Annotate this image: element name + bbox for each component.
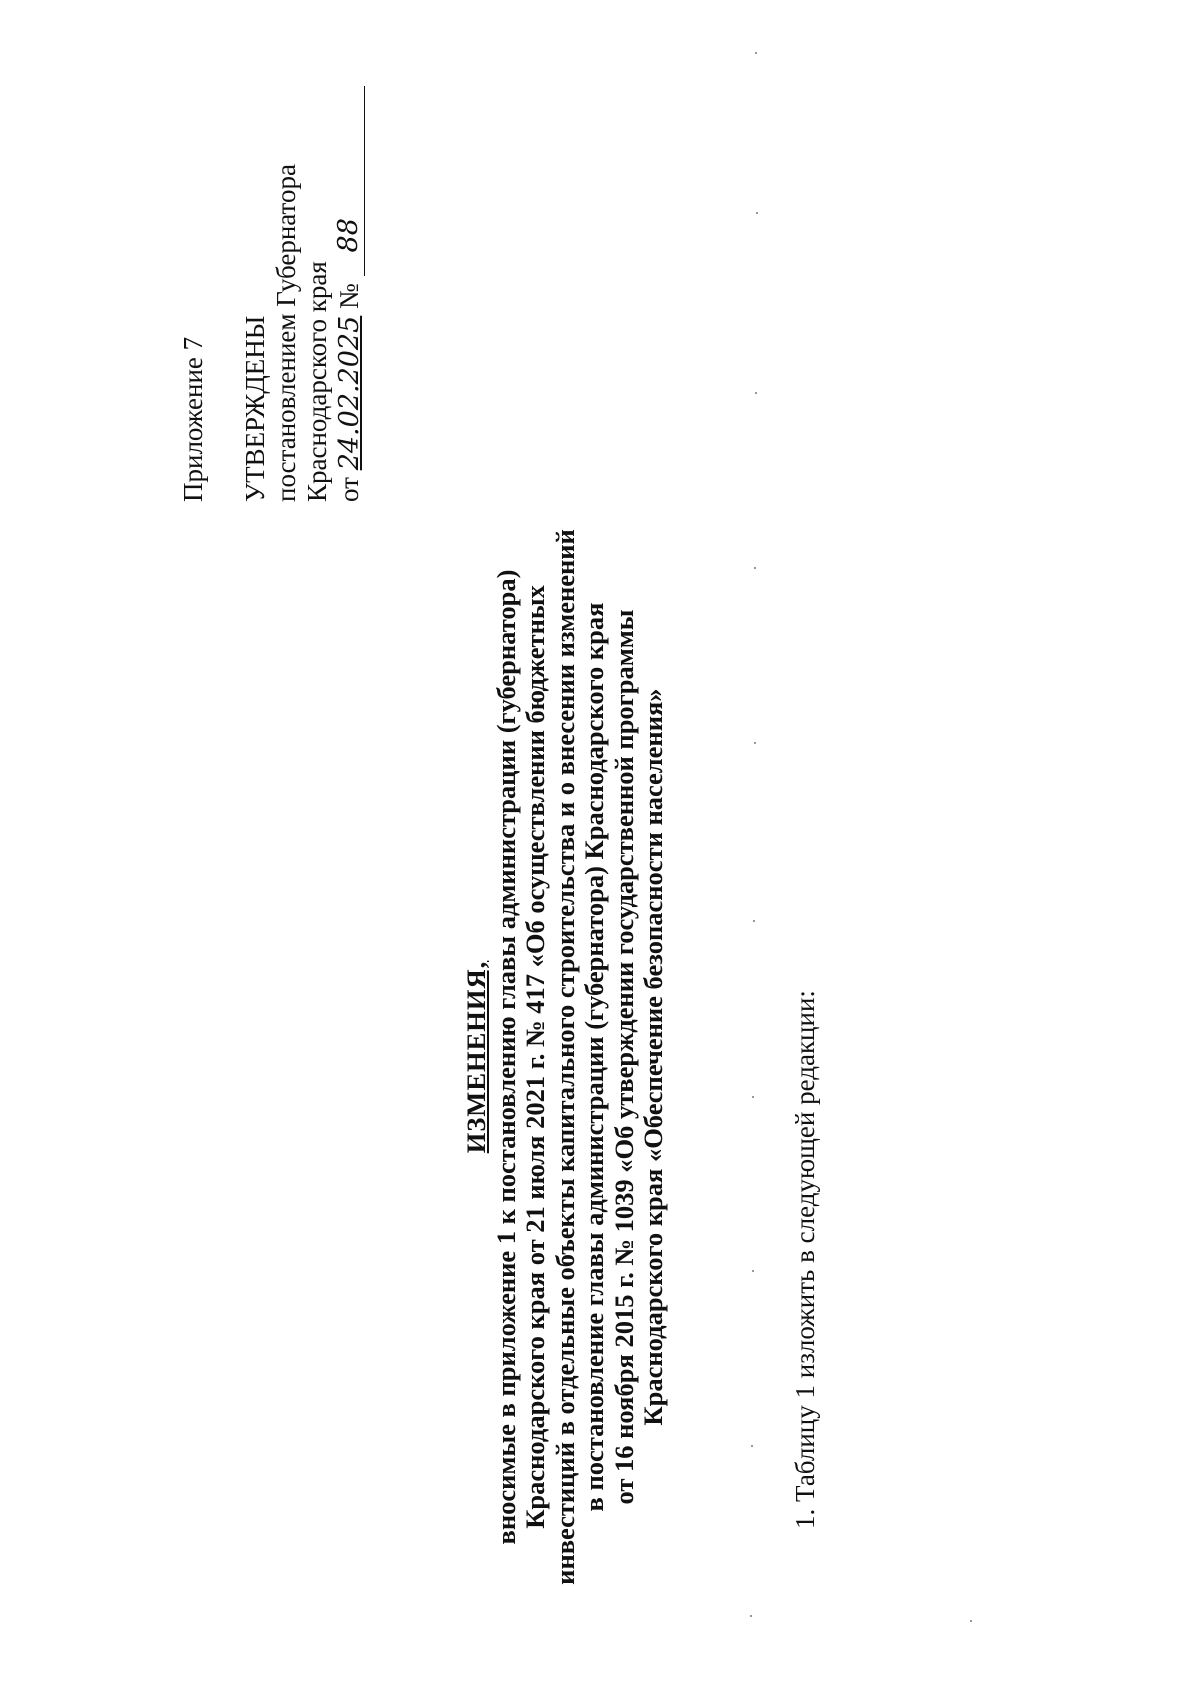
date-prefix: от xyxy=(334,477,364,502)
scan-speck xyxy=(752,1096,754,1098)
heading-title: ИЗМЕНЕНИЯ, xyxy=(461,960,491,1154)
heading-line-6: Краснодарского края «Обеспечение безопасности населения» xyxy=(638,688,668,1426)
scan-speck xyxy=(755,392,757,394)
approved-by-line: постановлением Губернатора xyxy=(271,164,301,502)
number-prefix: № xyxy=(334,283,364,309)
approved-region-line: Краснодарского края xyxy=(302,261,332,502)
handwritten-date: 24.02.2025 xyxy=(334,315,365,471)
paragraph-1: 1. Таблицу 1 изложить в следующей редакции: xyxy=(790,990,820,1529)
handwritten-number: 88 xyxy=(333,218,364,253)
heading-line-4: в постановление главы администрации (губернатора) Краснодарского края xyxy=(579,602,609,1512)
scan-speck xyxy=(970,1620,972,1622)
number-signature-line xyxy=(333,86,365,276)
heading-line-3: инвестиций в отдельные объекты капитального строительства и о внесении изменений xyxy=(549,529,580,1585)
approved-label: УТВЕРЖДЕНЫ xyxy=(240,315,270,502)
scan-speck xyxy=(755,52,757,54)
heading-line-5: от 16 ноября 2015 г. № 1039 «Об утверждении государственной программы xyxy=(608,609,639,1505)
scan-speck xyxy=(751,1445,753,1447)
document-heading xyxy=(462,517,669,1597)
scan-speck xyxy=(752,1270,754,1272)
approval-date-line xyxy=(333,32,365,502)
scan-speck xyxy=(754,567,756,569)
approval-block xyxy=(178,32,365,502)
scan-speck xyxy=(753,920,755,922)
scan-speck xyxy=(756,212,758,214)
appendix-label: Приложение 7 xyxy=(178,336,208,502)
scan-speck xyxy=(754,742,756,744)
heading-line-2: Краснодарского края от 21 июля 2021 г. № 417 «Об осуществлении бюджетных xyxy=(520,585,550,1529)
scan-speck xyxy=(750,1615,752,1617)
heading-line-1: вносимые в приложение 1 к постановлению главы администрации (губернатора) xyxy=(490,569,521,1545)
